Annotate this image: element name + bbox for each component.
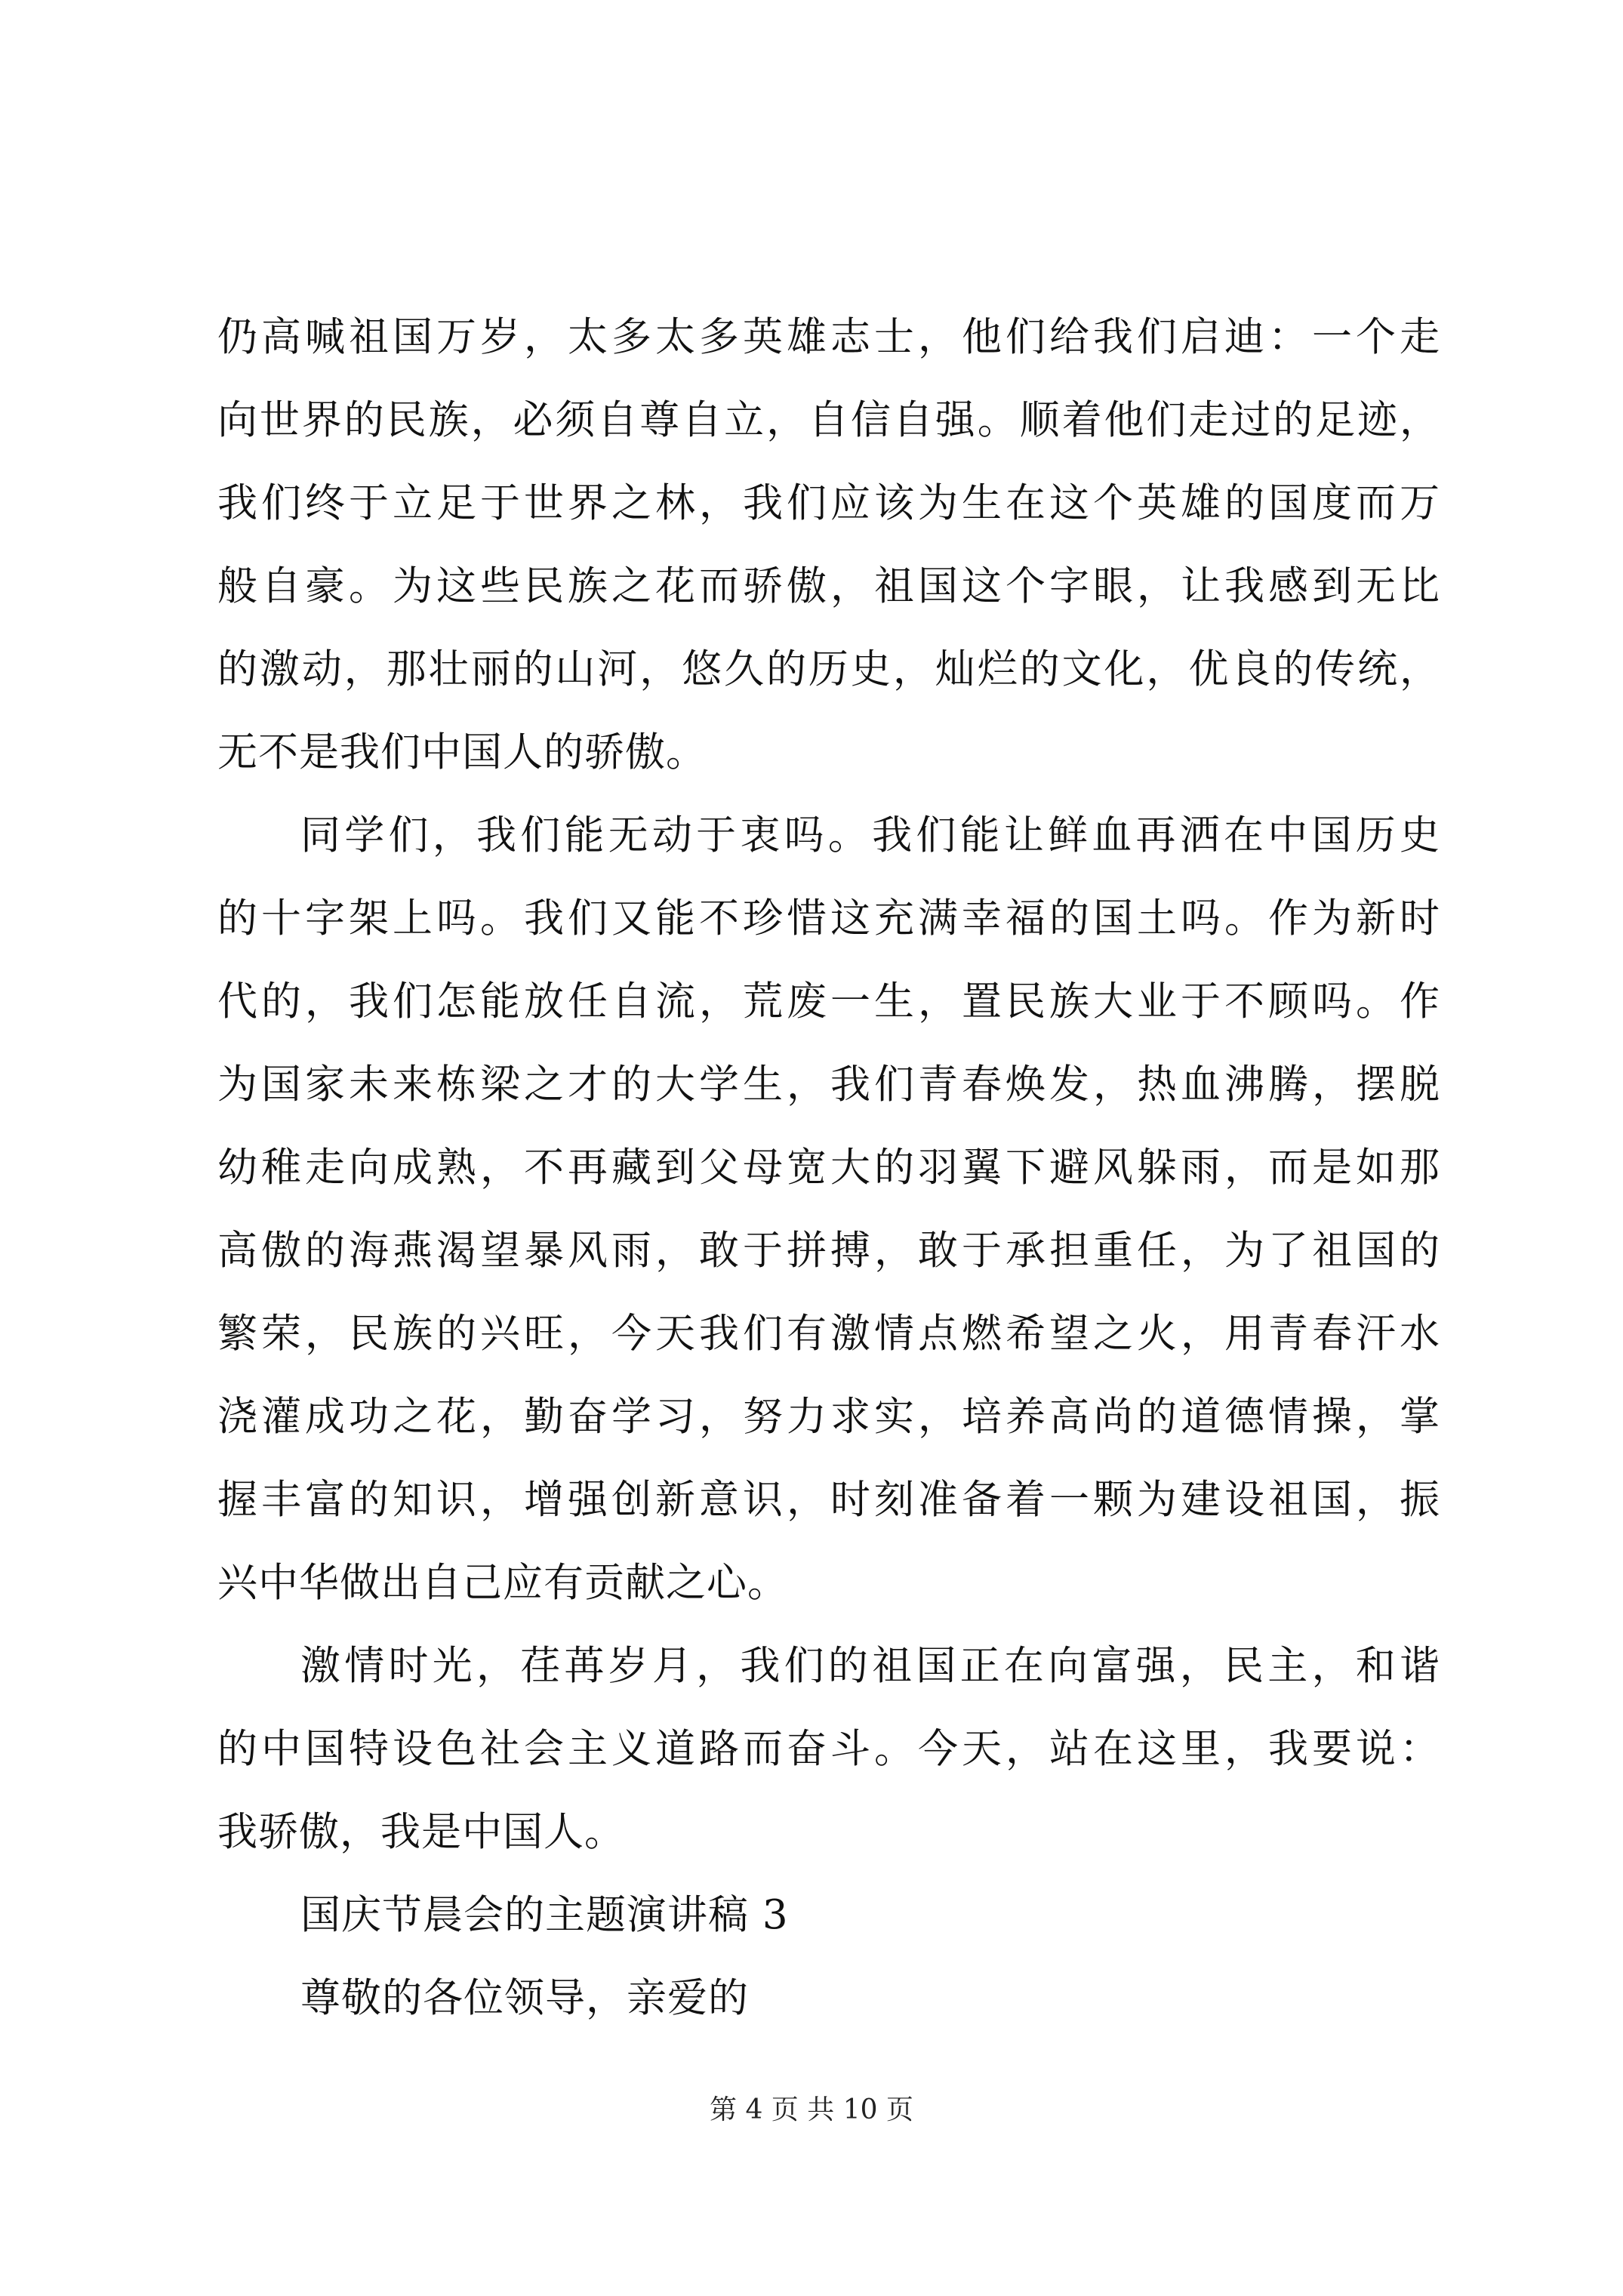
paragraph-line: 我骄傲，我是中国人。: [217, 1809, 625, 1855]
paragraph-line: 尊敬的各位领导，亲爱的: [300, 1975, 749, 2021]
page-number: 第 4 页 共 10 页: [710, 2094, 913, 2125]
paragraph-line: 我们终于立足于世界之林，我们应该为生在这个英雄的国度而万: [217, 480, 1440, 526]
paragraph-line: 的中国特设色社会主义道路而奋斗。今天，站在这里，我要说：: [217, 1726, 1440, 1772]
paragraph-line: 的激动，那壮丽的山河，悠久的历史，灿烂的文化，优良的传统，: [217, 646, 1440, 692]
paragraph-line: 代的，我们怎能放任自流，荒废一生，置民族大业于不顾吗。作: [217, 978, 1440, 1025]
paragraph-line: 繁荣，民族的兴旺，今天我们有激情点燃希望之火，用青春汗水: [217, 1311, 1440, 1357]
paragraph-line: 幼稚走向成熟，不再藏到父母宽大的羽翼下避风躲雨，而是如那: [217, 1145, 1440, 1191]
paragraph-line: 握丰富的知识，增强创新意识，时刻准备着一颗为建设祖国，振: [217, 1477, 1440, 1523]
paragraph-line: 高傲的海燕渴望暴风雨，敢于拼搏，敢于承担重任，为了祖国的: [217, 1228, 1440, 1274]
paragraph-line: 般自豪。为这些民族之花而骄傲，祖国这个字眼，让我感到无比: [217, 563, 1440, 609]
section-title: 国庆节晨会的主题演讲稿 3: [300, 1892, 789, 1938]
paragraph-line: 浇灌成功之花，勤奋学习，努力求实，培养高尚的道德情操，掌: [217, 1394, 1440, 1440]
paragraph-line: 为国家未来栋梁之才的大学生，我们青春焕发，热血沸腾，摆脱: [217, 1062, 1440, 1108]
paragraph-line: 无不是我们中国人的骄傲。: [217, 729, 707, 775]
paragraph-line: 兴中华做出自己应有贡献之心。: [217, 1560, 788, 1606]
paragraph-line: 仍高喊祖国万岁，太多太多英雄志士，他们给我们启迪：一个走: [217, 314, 1440, 360]
paragraph-line: 的十字架上吗。我们又能不珍惜这充满幸福的国土吗。作为新时: [217, 895, 1440, 942]
paragraph-line: 同学们，我们能无动于衷吗。我们能让鲜血再洒在中国历史: [300, 812, 1440, 858]
paragraph-line: 向世界的民族，必须自尊自立，自信自强。顺着他们走过的足迹，: [217, 397, 1440, 443]
paragraph-line: 激情时光，荏苒岁月，我们的祖国正在向富强，民主，和谐: [300, 1643, 1440, 1689]
